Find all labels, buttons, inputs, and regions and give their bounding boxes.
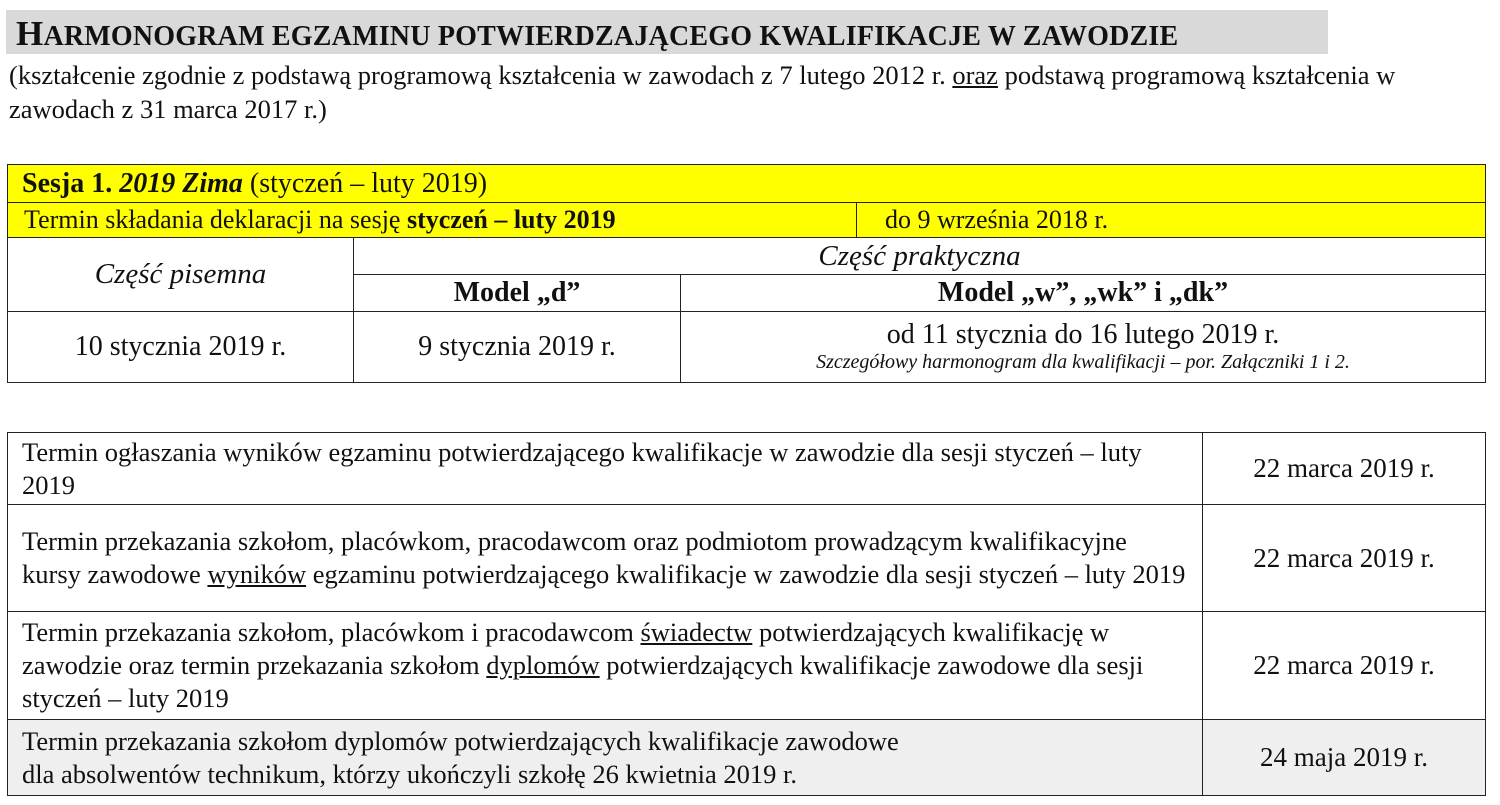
row2-pre: Termin przekazania szkołom, placówkom, pracodawcom oraz podmiotom prowadzącym kwalifikacyjne kursy zawodowe xyxy=(22,526,1127,589)
title-banner xyxy=(6,10,1328,54)
results-row-text xyxy=(8,505,1203,612)
row3-post: potwierdzających kwalifikacje zawodowe dla sesji styczeń – luty 2019 xyxy=(22,650,1144,713)
model-d-date: 9 stycznia 2019 r. xyxy=(354,312,681,383)
declaration-text: Termin składania deklaracji na sesję xyxy=(24,205,407,234)
page-title xyxy=(16,14,1179,53)
results-row-text xyxy=(8,612,1203,720)
row2-post: egzaminu potwierdzającego kwalifikacje w zawodzie dla sesji styczeń – luty 2019 xyxy=(306,559,1186,589)
written-part-header: Część pisemna xyxy=(8,238,354,312)
title-rest: ARMONOGRAM EGZAMINU POTWIERDZAJĄCEGO KWALIFIKACJE W ZAWODZIE xyxy=(43,21,1179,52)
subtitle-underlined: oraz xyxy=(952,60,998,90)
row2-underlined: wyników xyxy=(207,559,307,589)
results-row xyxy=(8,505,1486,612)
session-period: (styczeń – luty 2019) xyxy=(249,167,488,199)
session-header-row xyxy=(8,165,1486,203)
declaration-label xyxy=(8,203,857,238)
results-row-date: 24 maja 2019 r. xyxy=(1203,720,1486,796)
session-name: 2019 Zima xyxy=(119,167,243,199)
row4-line2: dla absolwentów technikum, którzy ukończyli szkołę 26 kwietnia 2019 r. xyxy=(22,758,797,789)
results-row xyxy=(8,433,1486,505)
model-w-date: od 11 stycznia do 16 lutego 2019 r. xyxy=(886,319,1280,350)
results-row-date: 22 marca 2019 r. xyxy=(1203,433,1486,505)
declaration-deadline: do 9 września 2018 r. xyxy=(857,203,1486,238)
results-table xyxy=(7,432,1486,796)
dates-row xyxy=(8,312,1486,383)
row3-underlined-1: świadectw xyxy=(640,617,753,647)
results-row xyxy=(8,720,1486,796)
results-row-text: Termin ogłaszania wyników egzaminu potwierdzającego kwalifikacje w zawodzie dla sesji styczeń – luty 2019 xyxy=(8,433,1203,505)
results-row xyxy=(8,612,1486,720)
model-d-header: Model „d” xyxy=(354,275,681,312)
practical-part-header: Część praktyczna xyxy=(354,238,1486,275)
model-w-header: Model „w”, „wk” i „dk” xyxy=(681,275,1486,312)
subtitle-part2: podstawą programową kształcenia w zawodach z 31 marca 2017 r.) xyxy=(9,60,1396,124)
model-w-cell xyxy=(681,312,1486,383)
exam-parts-header-row xyxy=(8,238,1486,275)
declaration-bold: styczeń – luty 2019 xyxy=(406,205,616,234)
subtitle xyxy=(9,58,1489,126)
row3-mid: potwierdzających kwalifikację w zawodzie oraz termin przekazania szkołom xyxy=(22,617,1110,680)
results-row-date: 22 marca 2019 r. xyxy=(1203,505,1486,612)
row3-underlined-2: dyplomów xyxy=(486,650,600,680)
results-row-text xyxy=(8,720,1203,796)
declaration-row xyxy=(8,203,1486,238)
session-label: Sesja 1. xyxy=(22,167,113,199)
row4-line1: Termin przekazania szkołom dyplomów potwierdzających kwalifikacje zawodowe xyxy=(22,725,899,756)
session-table xyxy=(7,164,1486,383)
written-date: 10 stycznia 2019 r. xyxy=(8,312,354,383)
session-header xyxy=(8,165,1486,203)
row3-pre: Termin przekazania szkołom, placówkom i pracodawcom xyxy=(22,617,641,647)
subtitle-part1: (kształcenie zgodnie z podstawą programową kształcenia w zawodach z 7 lutego 2012 r. xyxy=(9,60,953,90)
model-w-note: Szczegółowy harmonogram dla kwalifikacji – por. Załączniki 1 i 2. xyxy=(816,351,1350,373)
title-first-letter: H xyxy=(16,14,44,53)
results-row-date: 22 marca 2019 r. xyxy=(1203,612,1486,720)
